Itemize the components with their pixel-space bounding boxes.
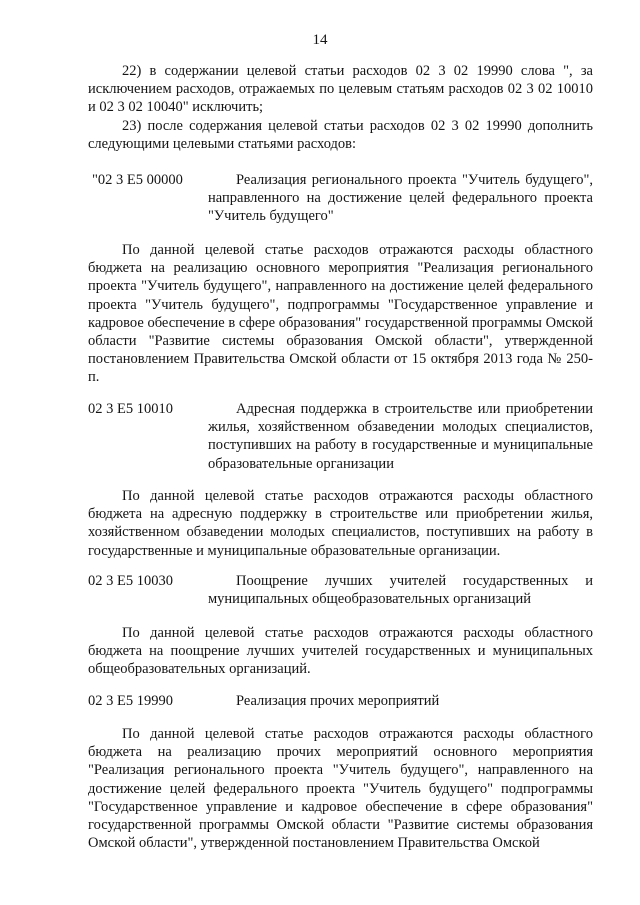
entry-code: "02 3 E5 00000 [92,172,183,188]
entry-description: По данной целевой статье расходов отражаются расходы областного бюджета на поощрение лучших учителей государственных и муниципальных общеобразовательных организаций. [88,625,593,678]
entry-description: По данной целевой статье расходов отражаются расходы областного бюджета на адресную поддержку в строительстве или приобретении жилья, хозяйственном обзаведении молодых специалистов, поступивших на работу в государственные и муниципальные образовательные организации. [88,488,593,559]
entry-code: 02 3 E5 10010 [88,401,173,417]
entry-name: Реализация регионального проекта "Учитель будущего", направленного на достижение целей федерального проекта "Учитель будущего" [208,172,593,225]
paragraph-item-23: 23) после содержания целевой статьи расходов 02 3 02 19990 дополнить следующими целевыми статьями расходов: [88,118,593,153]
page-number: 14 [312,32,328,48]
paragraph-item-22: 22) в содержании целевой статьи расходов 02 3 02 19990 слова ", за исключением расходов, отражаемых по целевым статьям расходов 02 3 02 10010 и 02 3 02 10040" исключить; [88,63,593,116]
entry-description: По данной целевой статье расходов отражаются расходы областного бюджета на реализацию прочих мероприятий основного мероприятия "Реализация регионального проекта "Учитель будущего", направленного на достижение целей федерального проекта "Учитель будущего" подпрограммы "Государственное управление и кадровое обеспечение в сфере образования" государственной программы Омской области "Развитие системы образования Омской области", утвержденной постановлением Правительства Омской [88,726,593,852]
entry-code: 02 3 E5 10030 [88,573,173,589]
entry-description: По данной целевой статье расходов отражаются расходы областного бюджета на реализацию основного мероприятия "Реализация регионального проекта "Учитель будущего", направленного на достижение целей федерального проекта "Учитель будущего", подпрограммы "Государственное управление и кадровое обеспечение в сфере образования" государственной программы Омской области "Развитие системы образования Омской области", утвержденной постановлением Правительства Омской области от 15 октября 2013 года № 250-п. [88,242,593,386]
entry-name: Поощрение лучших учителей государственных и муниципальных общеобразовательных организаций [208,573,593,608]
entry-name: Адресная поддержка в строительстве или приобретении жилья, хозяйственном обзаведении молодых специалистов, поступивших на работу в государственные и муниципальные образовательные организации [208,401,593,472]
entry-name: Реализация прочих мероприятий [236,693,440,709]
entry-code: 02 3 E5 19990 [88,693,173,709]
